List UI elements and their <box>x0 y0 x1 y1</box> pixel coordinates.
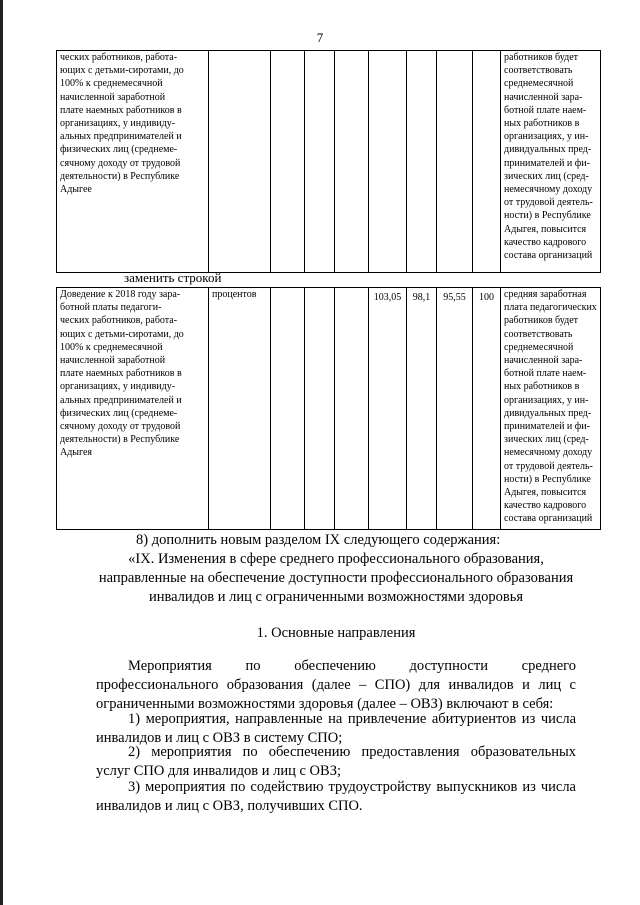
table-row <box>57 288 601 530</box>
expected-result-cell: средняя заработная плата педагогических работников будет соответствовать среднемесячной начисленной зара- ботной плате наем- ных работников в организациях, у ин- дивидуальных пред- принимателей и фи- зических лиц (сред- немесячному доходу от трудовой деятель- ности) в Республике Адыгея, повысится качество кадрового состава организаций <box>501 288 601 530</box>
expected-result-cell: работников будет соответствовать среднемесячной начисленной зара- ботной плате наем- ных работников в организациях, у ин- дивидуальных пред- принимателей и фи- зических лиц (сред- немесячному доходу от трудовой деятель- ности) в Республике Адыгея, повысится качество кадрового состава организаций <box>501 51 601 273</box>
value-cell <box>271 51 305 273</box>
paragraph: Мероприятия по обеспечению доступности среднего профессионального образования (далее – СПО) для инвалидов и лиц с ограниченными возможностями здоровья (далее – ОВЗ) включают в себя: <box>96 658 576 712</box>
amendment-line: 8) дополнить новым разделом IX следующего содержания: <box>136 532 501 548</box>
section-title: «IX. Изменения в сфере среднего профессионального образования, направленные на обеспечение доступности профессионального образования инвалидов и лиц с ограниченными возможностями здоровья <box>98 551 574 605</box>
scan-edge <box>0 0 3 905</box>
subheading: 1. Основные направления <box>256 625 416 641</box>
indicator-table-new-row <box>56 287 601 530</box>
table-row <box>57 51 601 273</box>
indicator-description-cell: Доведение к 2018 году зара- ботной платы педагоги- ческих работников, работа- ющих с детьми-сиротами, до 100% к среднемесячной начисленной заработной плате наемных работников в организациях, у индивиду- альных предпринимателей и физических лиц (среднеме- сячному доходу от трудовой деятельности) в Республике Адыгея <box>57 288 209 530</box>
value-cell: 98,1 <box>407 288 437 530</box>
value-cell <box>369 51 407 273</box>
value-cell <box>473 51 501 273</box>
unit-cell: процентов <box>209 288 271 530</box>
list-item: 3) мероприятия по содействию трудоустройству выпускников из числа инвалидов и лиц с ОВЗ, получивших СПО. <box>96 779 576 814</box>
value-cell: 95,55 <box>437 288 473 530</box>
value-cell: 100 <box>473 288 501 530</box>
indicator-description-cell: ческих работников, работа- ющих с детьми-сиротами, до 100% к среднемесячной начисленной заработной плате наемных работников в организациях, у индивиду- альных предпринимателей и физических лиц (среднеме- сячному доходу от трудовой деятельности) в Республике Адыгее <box>57 51 209 273</box>
value-cell <box>335 288 369 530</box>
list-item: 2) мероприятия по обеспечению предоставления образовательных услуг СПО для инвалидов и лиц с ОВЗ; <box>96 744 576 779</box>
page-number: 7 <box>316 30 324 45</box>
value-cell <box>305 288 335 530</box>
value-cell <box>305 51 335 273</box>
value-cell <box>407 51 437 273</box>
value-cell <box>271 288 305 530</box>
unit-cell <box>209 51 271 273</box>
replace-instruction: заменить строкой <box>124 270 222 285</box>
list-item: 1) мероприятия, направленные на привлечение абитуриентов из числа инвалидов и лиц с ОВЗ в систему СПО; <box>96 711 576 746</box>
value-cell: 103,05 <box>369 288 407 530</box>
indicator-table-old-row <box>56 50 601 273</box>
value-cell <box>437 51 473 273</box>
value-cell <box>335 51 369 273</box>
